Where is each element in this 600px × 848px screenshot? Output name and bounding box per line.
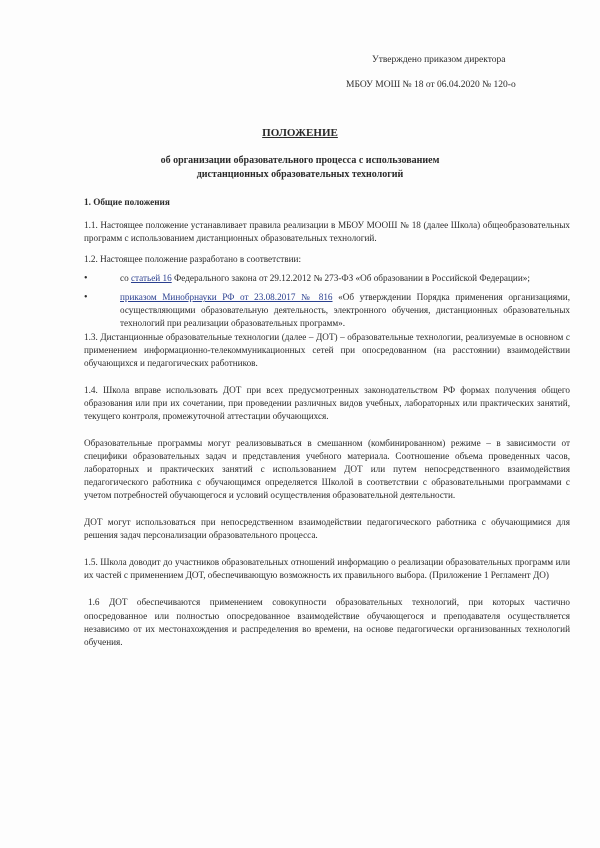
document-body — [84, 196, 570, 649]
document-heading: ПОЛОЖЕНИЕ — [262, 127, 338, 139]
bullet-prefix: со — [120, 273, 131, 284]
paragraph-1-2: 1.2. Настоящее положение разработано в соответствии: — [84, 254, 302, 265]
document-title-block — [80, 126, 520, 183]
paragraph-programs: Образовательные программы могут реализовываться в смешанном (комбинированном) режиме – в зависимости от специфики образовательных задач и представления учебного материала. Соотношение объема проведенных часов, лабораторных и практических занятий с использованием ДОТ или путем непосредственного взаимодействия педагогического работника с обучающимся определяется Школой в соответствии с образовательными программами с учетом потребностей обучающегося и условий осуществления образовательной деятельности. — [84, 437, 570, 501]
ministry-order-link[interactable]: приказом Минобрнауки РФ от 23.08.2017 № 816 — [120, 292, 333, 303]
document-subtitle-line-2: дистанционных образовательных технологий — [196, 169, 404, 181]
law-article-link[interactable]: статьей 16 — [130, 273, 172, 284]
paragraph-1-6: 1.6 ДОТ обеспечиваются применением совокупности образовательных технологий, при которых частично опосредованное или полностью опосредованное взаимодействие обучающегося и преподавателя осуществляется независимо от их местонахождения и распределения во времени, на основе педагогически организованных технологий обучения. — [84, 597, 570, 647]
paragraph-1-3: 1.3. Дистанционные образовательные технологии (далее – ДОТ) – образовательные технологии, реализуемые в основном с применением информационно-телекоммуникационных сетей при опосредованном (на расстоянии) взаимодействии обучающихся и педагогических работников. — [84, 331, 570, 368]
document-subtitle-line-1: об организации образовательного процесса с использованием — [160, 154, 440, 166]
bullet-text: Федерального закона от 29.12.2012 № 273-ФЗ «Об образовании в Российской Федерации»; — [171, 273, 530, 284]
section-heading: 1. Общие положения — [84, 197, 170, 207]
paragraph-dot: ДОТ могут использоваться при непосредственном взаимодействии педагогического работника с обучающимися для решения задач персонализации образовательного процесса. — [84, 517, 570, 541]
list-item — [84, 272, 570, 285]
approval-line-2: МБОУ МОШ № 18 от 06.04.2020 № 120-о — [346, 79, 516, 90]
bullet-text: «Об утверждении Порядка применения организациями, осуществляющими образовательную деятельность, электронного обучения, дистанционных образовательных технологий при реализации образовательных программ». — [120, 292, 571, 329]
approval-line-1: Утверждено приказом директора — [372, 55, 506, 65]
paragraph-1-5: 1.5. Школа доводит до участников образовательных отношений информацию о реализации образовательных программ или их частей с применением ДОТ, обеспечивающую возможность их правильного выбора. (Приложение 1 Регламент ДО) — [84, 557, 570, 581]
legal-basis-list — [84, 272, 570, 330]
paragraph-1-1: 1.1. Настоящее положение устанавливает правила реализации в МБОУ МООШ № 18 (далее Школа) общеобразовательных программ с использованием дистанционных образовательных технологий. — [84, 220, 570, 244]
list-item — [84, 291, 570, 330]
paragraph-1-4: 1.4. Школа вправе использовать ДОТ при всех предусмотренных законодательством РФ формах получения общего образования или при их сочетании, при проведении различных видов учебных, лабораторных или практических занятий, текущего контроля, промежуточной аттестации обучающихся. — [84, 384, 570, 421]
approval-block — [340, 54, 570, 92]
